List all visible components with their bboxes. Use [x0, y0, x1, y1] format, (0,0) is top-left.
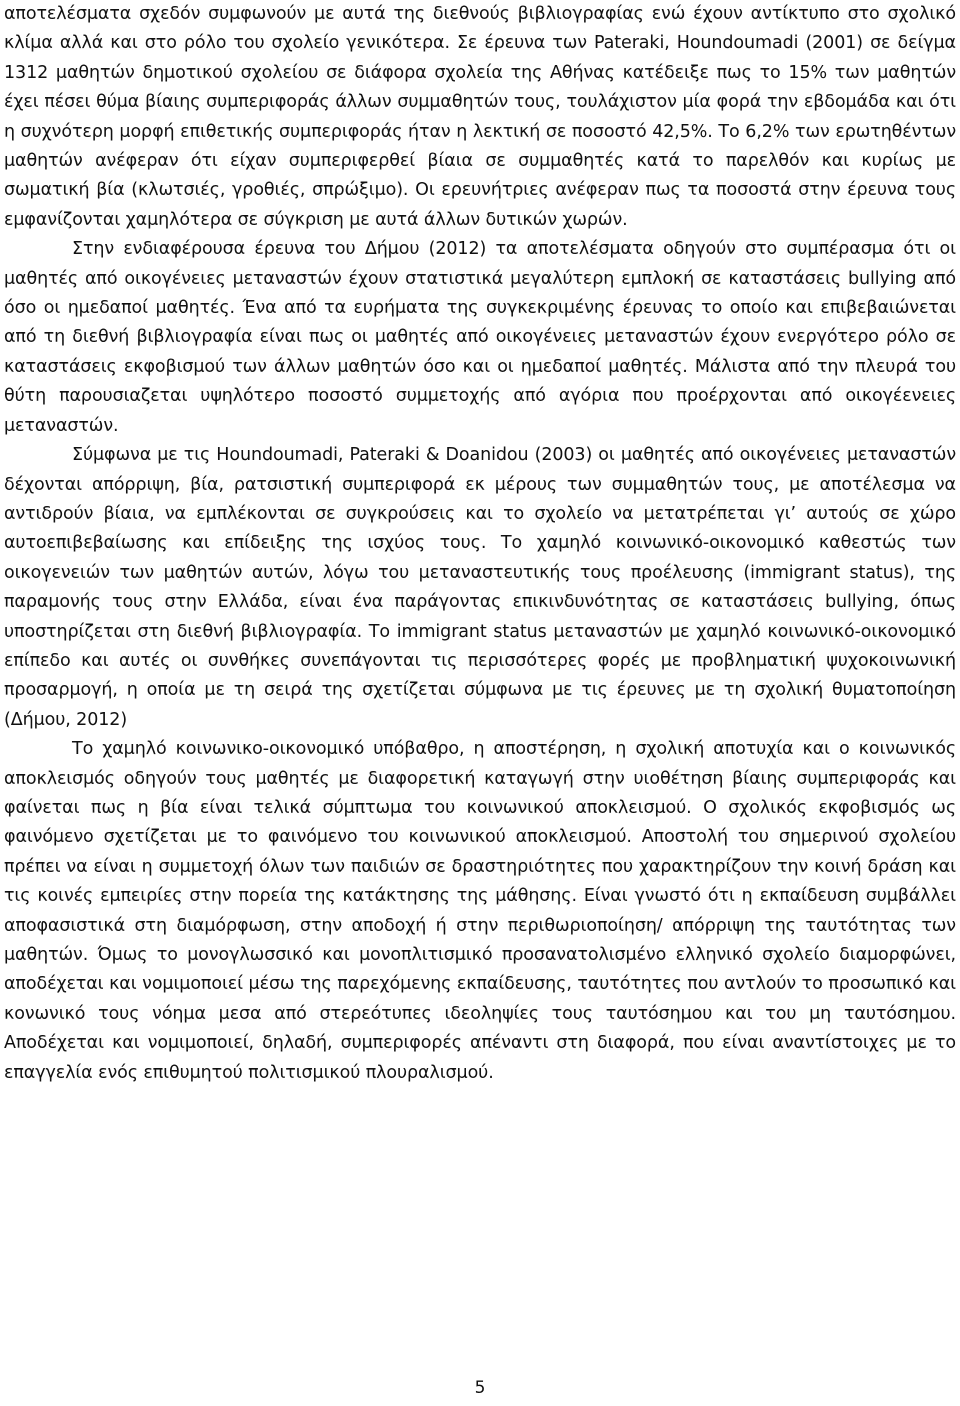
page-number: 5 [474, 1378, 486, 1398]
paragraph-3: Σύμφωνα με τις Houndoumadi, Pateraki & Doanidou (2003) οι μαθητές από οικογένειες μεταναστών δέχονται απόρριψη, βία, ρατσιστική συμπεριφορά εκ μέρους των συμμαθητών τους, με αποτέλεσμα να αντιδρούν βίαια, να εμπλέκονται σε συγκρούσεις και το σχολείο να μετατρέπεται γι’ αυτούς σε χώρο αυτοεπιβεβαίωσης και επίδειξης της ισχύος τους. Το χαμηλό κοινωνικό-οικονομικό καθεστώς των οικογενειών των μαθητών αυτών, λόγω του μεταναστευτικής τους προέλευσης (immigrant status), της παραμονής τους στην Ελλάδα, είναι ένα παράγοντας επικινδυνότητας σε καταστάσεις bullying, όπως υποστηρίζεται στη διεθνή βιβλιογραφία. Το immigrant status μεταναστών με χαμηλό κοινωνικό-οικονομικό επίπεδο και αυτές οι συνθήκες συνεπάγονται τις περισσότερες φορές με προβληματική ψυχοκοινωνική προσαρμογή, η οποία με τη σειρά της σχετίζεται σύμφωνα με τις έρευνες με τη σχολική θυματοποίηση (Δήμου, 2012) [4, 445, 956, 730]
paragraph-2: Στην ενδιαφέρουσα έρευνα του Δήμου (2012) τα αποτελέσματα οδηγούν στο συμπέρασμα ότι οι μαθητές από οικογένειες μεταναστών έχουν στατιστικά μεγαλύτερη εμπλοκή σε καταστάσεις bullying από όσο οι ημεδαποί μαθητές. Ένα από τα ευρήματα της συγκεκριμένης έρευνας το οποίο και επιβεβαιώνεται από τη διεθνή βιβλιογραφία είναι πως οι μαθητές από οικογένειες μεταναστών έχουν ενεργότερο ρόλο σε καταστάσεις εκφοβισμού των άλλων μαθητών όσο και οι ημεδαποί μαθητές. Μάλιστα από την πλευρά του θύτη παρουσιαζεται υψηλότερο ποσοστό συμμετοχής από αγόρια που προέρχονται από οικογέενειες μεταναστών. [4, 239, 956, 436]
document-body [4, 0, 956, 1088]
paragraph-1: αποτελέσματα σχεδόν συμφωνούν με αυτά της διεθνούς βιβλιογραφίας ενώ έχουν αντίκτυπο στο σχολικό κλίμα αλλά και στο ρόλο του σχολείο γενικότερα. Σε έρευνα των Pateraki, Houndoumadi (2001) σε δείγμα 1312 μαθητών δημοτικού σχολείου σε διάφορα σχολεία της Αθήνας κατέδειξε πως το 15% των μαθητών έχει πέσει θύμα βίαιης συμπεριφοράς άλλων συμμαθητών τους, τουλάχιστον μία φορά την εβδομάδα και ότι η συχνότερη μορφή επιθετικής συμπεριφοράς ήταν η λεκτική σε ποσοστό 42,5%. Το 6,2% των ερωτηθέντων μαθητών ανέφεραν ότι είχαν συμπεριφερθεί βίαια σε συμμαθητές κατά το παρελθόν και κυρίως με σωματική βία (κλωτσιές, γροθιές, σπρώξιμο). Οι ερευνήτριες ανέφεραν πως τα ποσοστά στην έρευνα τους εμφανίζονται χαμηλότερα σε σύγκριση με αυτά άλλων δυτικών χωρών. [4, 4, 956, 230]
paragraph-4: Το χαμηλό κοινωνικο-οικονομικό υπόβαθρο, η αποστέρηση, η σχολική αποτυχία και ο κοινωνικός αποκλεισμός οδηγούν τους μαθητές με διαφορετική καταγωγή στην υιοθέτηση βίαιης συμπεριφοράς και φαίνεται πως η βία είναι τελικά σύμπτωμα του κοινωνικού αποκλεισμού. Ο σχολικός εκφοβισμός ως φαινόμενο σχετίζεται με το φαινόμενο του κοινωνικού αποκλεισμού. Αποστολή του σημερινού σχολείου πρέπει να είναι η συμμετοχή όλων των παιδιών σε δραστηριότητες που χαρακτηρίζουν την κοινή δράση και τις κοινές εμπειρίες στην πορεία της κατάκτησης της μάθησης. Είναι γνωστό ότι η εκπαίδευση συμβάλλει αποφασιστικά στη διαμόρφωση, στην αποδοχή ή στην περιθωριοποίηση/ απόρριψη της ταυτότητας των μαθητών. Όμως το μονογλωσσικό και μονοπλιτισμικό προσανατολισμένο ελληνικό σχολείο διαμορφώνει, αποδέχεται και νομιμοποιεί μέσω της παρεχόμενης εκπαίδευσης, ταυτότητες που αντλούν το προσωπικό και κονωνικό τους νόημα μεσα από στερεότυπες ιδεοληψίες τους ταυτόσημου και του μη ταυτόσημου. Αποδέχεται και νομιμοποιεί, δηλαδή, συμπεριφορές απέναντι στη διαφορά, που είναι αναντίστοιχες με το επαγγελία ενός επιθυμητού πολιτισμικού πλουραλισμού. [4, 739, 956, 1083]
